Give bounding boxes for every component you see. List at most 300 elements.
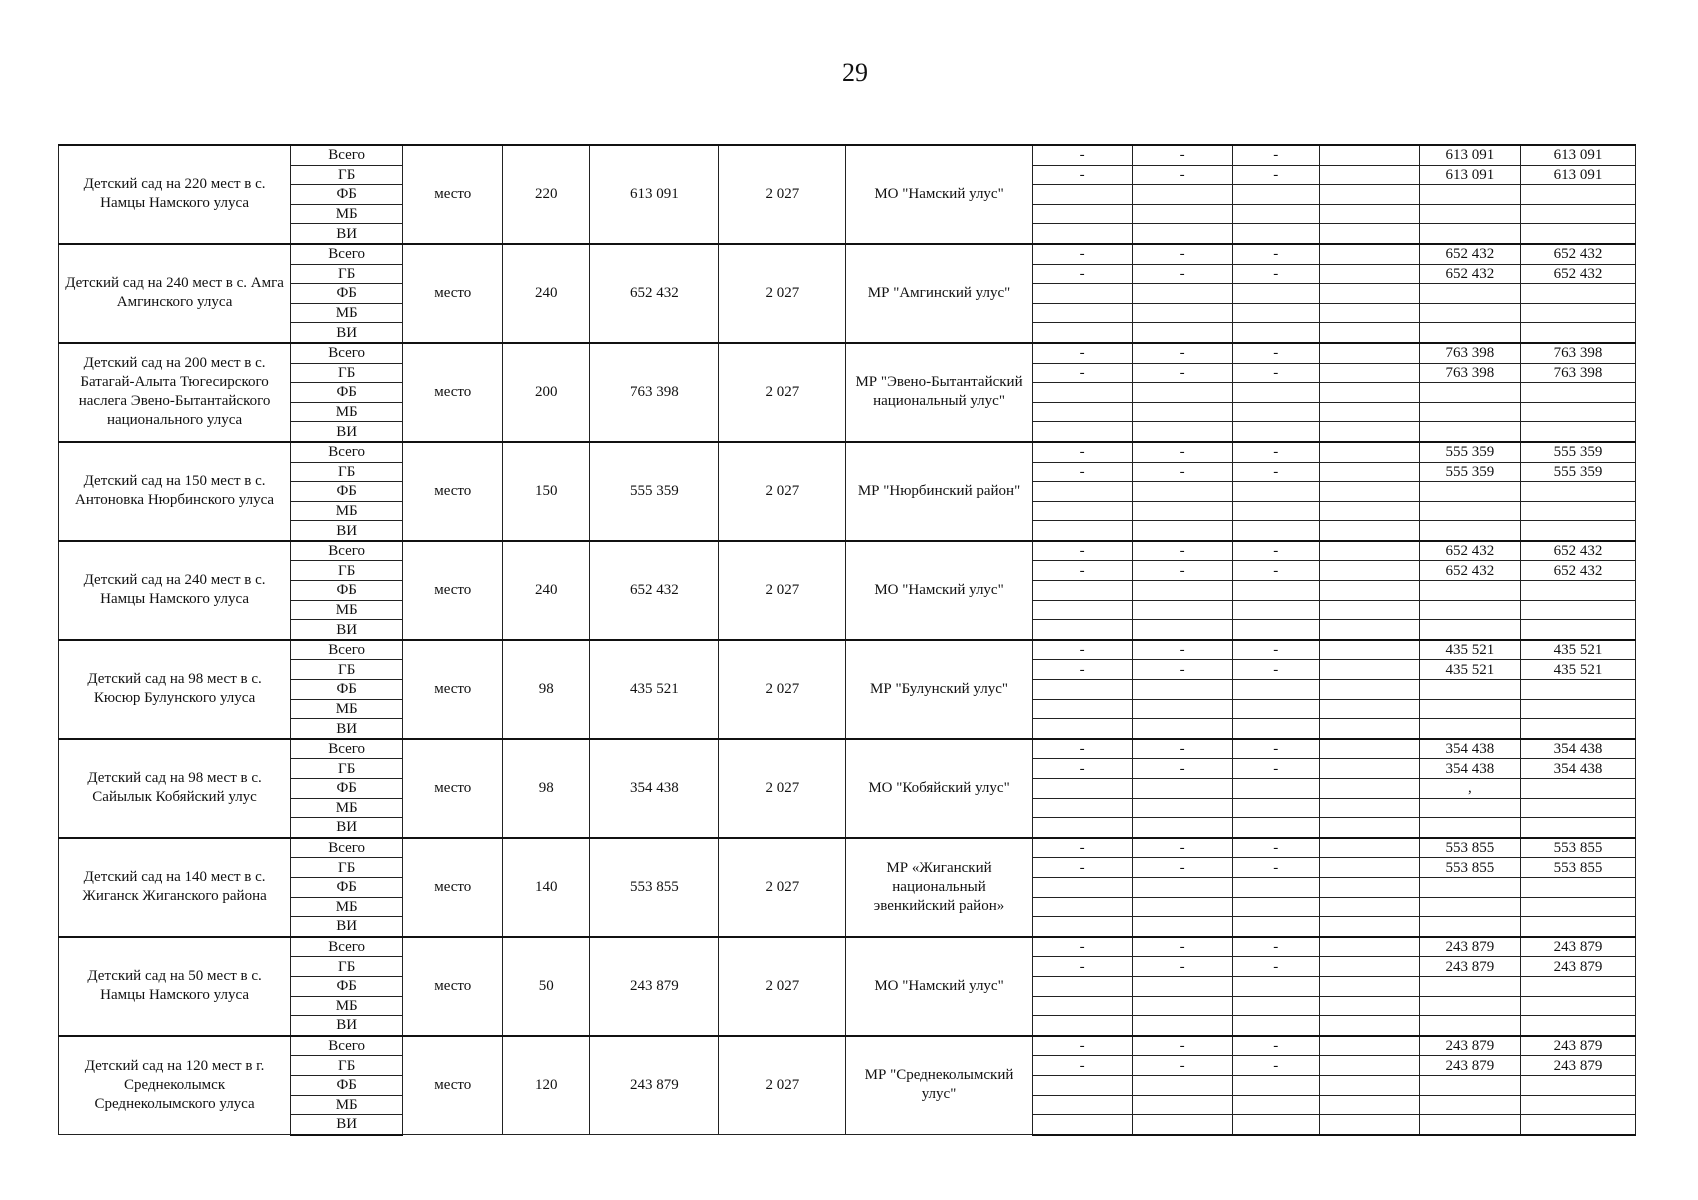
value-cell: - (1132, 165, 1232, 185)
value-cell (1319, 303, 1419, 323)
value-cell (1232, 521, 1319, 541)
value-cell (1032, 482, 1132, 502)
funding-source-cell: Всего (291, 739, 403, 759)
value-cell (1132, 501, 1232, 521)
value-cell: - (1132, 957, 1232, 977)
project-name-cell: Детский сад на 140 мест в с. Жиганск Жиганского района (59, 838, 291, 937)
value-cell (1132, 818, 1232, 838)
value-cell (1032, 501, 1132, 521)
value-cell (1520, 501, 1635, 521)
value-cell (1032, 699, 1132, 719)
value-cell (1319, 897, 1419, 917)
value-cell: 243 879 (1419, 957, 1520, 977)
cost-cell: 652 432 (590, 244, 719, 343)
value-cell (1132, 323, 1232, 343)
funding-source-cell: ФБ (291, 383, 403, 403)
table-row (59, 244, 1636, 264)
value-cell: - (1032, 244, 1132, 264)
capacity-cell: 200 (503, 343, 590, 442)
value-cell (1132, 798, 1232, 818)
value-cell (1319, 402, 1419, 422)
value-cell (1132, 680, 1232, 700)
value-cell: - (1132, 739, 1232, 759)
value-cell: 763 398 (1419, 343, 1520, 363)
value-cell (1520, 620, 1635, 640)
value-cell: - (1232, 343, 1319, 363)
funding-source-cell: ГБ (291, 561, 403, 581)
value-cell: 652 432 (1520, 541, 1635, 561)
value-cell (1319, 363, 1419, 383)
funding-source-cell: МБ (291, 897, 403, 917)
value-cell: - (1132, 660, 1232, 680)
project-name-cell: Детский сад на 200 мест в с. Батагай-Алыта Тюгесирского наслега Эвено-Бытантайского национального улуса (59, 343, 291, 442)
funding-source-cell: МБ (291, 303, 403, 323)
value-cell: 613 091 (1419, 165, 1520, 185)
value-cell (1319, 284, 1419, 304)
funding-source-cell: ФБ (291, 877, 403, 897)
funding-source-cell: ВИ (291, 1115, 403, 1135)
value-cell: 243 879 (1419, 1036, 1520, 1056)
funding-source-cell: МБ (291, 699, 403, 719)
table-row (59, 541, 1636, 561)
value-cell: - (1032, 858, 1132, 878)
value-cell: 435 521 (1419, 660, 1520, 680)
value-cell (1232, 996, 1319, 1016)
value-cell (1232, 323, 1319, 343)
value-cell: - (1132, 561, 1232, 581)
value-cell: 435 521 (1419, 640, 1520, 660)
value-cell: - (1232, 145, 1319, 165)
capacity-cell: 240 (503, 541, 590, 640)
value-cell (1132, 620, 1232, 640)
value-cell (1319, 1095, 1419, 1115)
value-cell: - (1232, 858, 1319, 878)
funding-source-cell: МБ (291, 1095, 403, 1115)
funding-source-cell: Всего (291, 838, 403, 858)
value-cell (1232, 719, 1319, 739)
funding-source-cell: ВИ (291, 818, 403, 838)
unit-cell: место (403, 640, 503, 739)
value-cell: 243 879 (1520, 937, 1635, 957)
value-cell (1319, 1075, 1419, 1095)
organization-cell: МО "Намский улус" (846, 145, 1032, 244)
project-name-cell: Детский сад на 50 мест в с. Намцы Намского улуса (59, 937, 291, 1036)
value-cell: - (1032, 541, 1132, 561)
value-cell (1232, 600, 1319, 620)
value-cell (1232, 482, 1319, 502)
value-cell: 555 359 (1520, 462, 1635, 482)
value-cell (1520, 1075, 1635, 1095)
value-cell (1132, 581, 1232, 601)
value-cell: - (1232, 660, 1319, 680)
value-cell (1520, 719, 1635, 739)
value-cell (1419, 1016, 1520, 1036)
value-cell: - (1232, 838, 1319, 858)
value-cell: - (1132, 462, 1232, 482)
capacity-cell: 140 (503, 838, 590, 937)
unit-cell: место (403, 541, 503, 640)
value-cell (1520, 323, 1635, 343)
value-cell (1319, 739, 1419, 759)
value-cell (1319, 917, 1419, 937)
value-cell (1132, 996, 1232, 1016)
value-cell: - (1032, 1036, 1132, 1056)
table-row (59, 937, 1636, 957)
value-cell (1319, 383, 1419, 403)
funding-source-cell: ГБ (291, 1056, 403, 1076)
investment-projects-table (58, 144, 1636, 1136)
value-cell (1520, 482, 1635, 502)
value-cell (1032, 798, 1132, 818)
value-cell: - (1132, 838, 1232, 858)
funding-source-cell: ВИ (291, 620, 403, 640)
value-cell (1232, 877, 1319, 897)
capacity-cell: 120 (503, 1036, 590, 1135)
unit-cell: место (403, 343, 503, 442)
value-cell (1232, 204, 1319, 224)
table-row (59, 640, 1636, 660)
value-cell: 243 879 (1419, 937, 1520, 957)
value-cell (1319, 581, 1419, 601)
funding-source-cell: Всего (291, 244, 403, 264)
funding-source-cell: Всего (291, 541, 403, 561)
value-cell (1032, 1115, 1132, 1135)
value-cell (1032, 1075, 1132, 1095)
value-cell (1032, 897, 1132, 917)
project-name-cell: Детский сад на 240 мест в с. Амга Амгинского улуса (59, 244, 291, 343)
value-cell (1419, 521, 1520, 541)
value-cell (1132, 224, 1232, 244)
value-cell: - (1132, 1056, 1232, 1076)
value-cell (1319, 482, 1419, 502)
organization-cell: МР "Амгинский улус" (846, 244, 1032, 343)
value-cell: 435 521 (1520, 640, 1635, 660)
value-cell: - (1032, 957, 1132, 977)
organization-cell: МО "Намский улус" (846, 937, 1032, 1036)
value-cell (1520, 917, 1635, 937)
value-cell (1032, 1095, 1132, 1115)
value-cell (1419, 620, 1520, 640)
year-cell: 2 027 (719, 640, 846, 739)
value-cell: 613 091 (1419, 145, 1520, 165)
unit-cell: место (403, 145, 503, 244)
value-cell (1419, 798, 1520, 818)
value-cell: 555 359 (1520, 442, 1635, 462)
value-cell: - (1232, 244, 1319, 264)
value-cell (1520, 185, 1635, 205)
value-cell (1232, 779, 1319, 799)
value-cell (1419, 581, 1520, 601)
value-cell (1419, 303, 1520, 323)
value-cell: 652 432 (1419, 264, 1520, 284)
value-cell (1319, 759, 1419, 779)
cost-cell: 553 855 (590, 838, 719, 937)
value-cell (1319, 719, 1419, 739)
value-cell (1419, 818, 1520, 838)
capacity-cell: 98 (503, 640, 590, 739)
value-cell: 354 438 (1520, 759, 1635, 779)
value-cell: 763 398 (1520, 343, 1635, 363)
value-cell (1419, 600, 1520, 620)
organization-cell: МР "Эвено-Бытантайский национальный улус" (846, 343, 1032, 442)
value-cell: 243 879 (1419, 1056, 1520, 1076)
value-cell: - (1032, 561, 1132, 581)
table-row (59, 343, 1636, 363)
value-cell (1132, 1016, 1232, 1036)
value-cell (1032, 581, 1132, 601)
value-cell (1232, 620, 1319, 640)
value-cell (1419, 402, 1520, 422)
value-cell: - (1132, 145, 1232, 165)
value-cell (1419, 224, 1520, 244)
value-cell (1132, 284, 1232, 304)
value-cell (1232, 976, 1319, 996)
value-cell (1232, 185, 1319, 205)
value-cell: - (1032, 739, 1132, 759)
value-cell (1032, 402, 1132, 422)
value-cell: - (1132, 937, 1232, 957)
funding-source-cell: Всего (291, 343, 403, 363)
value-cell (1520, 303, 1635, 323)
value-cell (1319, 996, 1419, 1016)
value-cell (1232, 501, 1319, 521)
value-cell: - (1232, 561, 1319, 581)
value-cell (1132, 521, 1232, 541)
value-cell: - (1132, 1036, 1232, 1056)
value-cell (1319, 561, 1419, 581)
value-cell (1132, 185, 1232, 205)
funding-source-cell: ФБ (291, 976, 403, 996)
value-cell (1419, 1075, 1520, 1095)
value-cell: - (1232, 1036, 1319, 1056)
value-cell: 613 091 (1520, 165, 1635, 185)
funding-source-cell: ФБ (291, 284, 403, 304)
value-cell: - (1232, 1056, 1319, 1076)
value-cell (1032, 383, 1132, 403)
value-cell: - (1232, 640, 1319, 660)
value-cell (1232, 224, 1319, 244)
value-cell (1419, 1115, 1520, 1135)
funding-source-cell: ВИ (291, 422, 403, 442)
value-cell (1319, 798, 1419, 818)
value-cell (1520, 680, 1635, 700)
funding-source-cell: МБ (291, 996, 403, 1016)
year-cell: 2 027 (719, 145, 846, 244)
value-cell (1419, 976, 1520, 996)
value-cell (1032, 303, 1132, 323)
value-cell (1132, 303, 1232, 323)
value-cell: - (1132, 759, 1232, 779)
value-cell (1032, 680, 1132, 700)
value-cell (1319, 877, 1419, 897)
funding-source-cell: ГБ (291, 264, 403, 284)
value-cell (1132, 204, 1232, 224)
value-cell: 243 879 (1520, 1056, 1635, 1076)
value-cell (1319, 699, 1419, 719)
value-cell: - (1132, 640, 1232, 660)
value-cell (1032, 1016, 1132, 1036)
unit-cell: место (403, 244, 503, 343)
value-cell (1232, 422, 1319, 442)
value-cell (1132, 422, 1232, 442)
funding-source-cell: ГБ (291, 165, 403, 185)
value-cell (1319, 422, 1419, 442)
year-cell: 2 027 (719, 838, 846, 937)
value-cell (1419, 422, 1520, 442)
value-cell (1132, 1075, 1232, 1095)
value-cell (1520, 996, 1635, 1016)
value-cell: - (1232, 363, 1319, 383)
value-cell (1032, 976, 1132, 996)
organization-cell: МР «Жиганский национальный эвенкийский район» (846, 838, 1032, 937)
value-cell (1319, 165, 1419, 185)
value-cell (1319, 264, 1419, 284)
value-cell (1419, 482, 1520, 502)
value-cell: 243 879 (1520, 1036, 1635, 1056)
value-cell: - (1232, 462, 1319, 482)
value-cell (1419, 1095, 1520, 1115)
cost-cell: 613 091 (590, 145, 719, 244)
value-cell (1520, 699, 1635, 719)
value-cell: - (1032, 145, 1132, 165)
value-cell: - (1032, 442, 1132, 462)
capacity-cell: 50 (503, 937, 590, 1036)
value-cell: - (1132, 442, 1232, 462)
value-cell: - (1232, 264, 1319, 284)
project-name-cell: Детский сад на 240 мест в с. Намцы Намского улуса (59, 541, 291, 640)
value-cell (1520, 521, 1635, 541)
funding-source-cell: ФБ (291, 1075, 403, 1095)
value-cell: - (1232, 165, 1319, 185)
value-cell (1232, 699, 1319, 719)
value-cell (1132, 1115, 1232, 1135)
value-cell (1232, 1095, 1319, 1115)
value-cell (1319, 323, 1419, 343)
value-cell (1319, 1016, 1419, 1036)
cost-cell: 763 398 (590, 343, 719, 442)
funding-source-cell: МБ (291, 600, 403, 620)
value-cell (1319, 660, 1419, 680)
value-cell (1520, 1115, 1635, 1135)
value-cell (1032, 600, 1132, 620)
funding-source-cell: ВИ (291, 917, 403, 937)
value-cell (1319, 1115, 1419, 1135)
value-cell: - (1232, 541, 1319, 561)
value-cell: - (1032, 838, 1132, 858)
value-cell (1520, 284, 1635, 304)
value-cell: 763 398 (1419, 363, 1520, 383)
project-name-cell: Детский сад на 120 мест в г. Среднеколымск Среднеколымского улуса (59, 1036, 291, 1135)
value-cell: 435 521 (1520, 660, 1635, 680)
value-cell: - (1032, 264, 1132, 284)
value-cell (1032, 224, 1132, 244)
value-cell (1132, 917, 1232, 937)
value-cell (1319, 1036, 1419, 1056)
value-cell (1520, 798, 1635, 818)
value-cell: - (1132, 264, 1232, 284)
value-cell: 652 432 (1520, 244, 1635, 264)
value-cell (1520, 976, 1635, 996)
value-cell: 553 855 (1419, 838, 1520, 858)
value-cell: 555 359 (1419, 462, 1520, 482)
value-cell (1319, 779, 1419, 799)
value-cell (1319, 976, 1419, 996)
funding-source-cell: ФБ (291, 185, 403, 205)
funding-source-cell: Всего (291, 1036, 403, 1056)
organization-cell: МО "Намский улус" (846, 541, 1032, 640)
value-cell (1232, 284, 1319, 304)
funding-source-cell: Всего (291, 145, 403, 165)
value-cell: - (1132, 363, 1232, 383)
value-cell: 243 879 (1520, 957, 1635, 977)
value-cell (1032, 818, 1132, 838)
value-cell (1419, 719, 1520, 739)
value-cell (1232, 917, 1319, 937)
value-cell (1232, 818, 1319, 838)
value-cell (1132, 779, 1232, 799)
value-cell: 354 438 (1419, 759, 1520, 779)
value-cell (1232, 1016, 1319, 1036)
value-cell: 652 432 (1419, 541, 1520, 561)
funding-source-cell: МБ (291, 402, 403, 422)
year-cell: 2 027 (719, 739, 846, 838)
value-cell: - (1032, 343, 1132, 363)
value-cell (1032, 204, 1132, 224)
value-cell (1520, 204, 1635, 224)
value-cell: 354 438 (1520, 739, 1635, 759)
project-name-cell: Детский сад на 98 мест в с. Сайылык Кобяйский улус (59, 739, 291, 838)
value-cell (1319, 244, 1419, 264)
cost-cell: 243 879 (590, 1036, 719, 1135)
funding-source-cell: ФБ (291, 680, 403, 700)
funding-source-cell: ФБ (291, 779, 403, 799)
value-cell (1032, 422, 1132, 442)
value-cell (1319, 957, 1419, 977)
value-cell (1132, 976, 1232, 996)
value-cell (1132, 719, 1232, 739)
funding-source-cell: ГБ (291, 759, 403, 779)
funding-source-cell: ГБ (291, 957, 403, 977)
value-cell (1319, 838, 1419, 858)
value-cell (1232, 303, 1319, 323)
funding-source-cell: ФБ (291, 482, 403, 502)
value-cell (1520, 383, 1635, 403)
value-cell (1232, 1075, 1319, 1095)
funding-source-cell: МБ (291, 204, 403, 224)
value-cell (1520, 1095, 1635, 1115)
value-cell: , (1419, 779, 1520, 799)
value-cell (1419, 897, 1520, 917)
capacity-cell: 220 (503, 145, 590, 244)
value-cell: - (1032, 759, 1132, 779)
year-cell: 2 027 (719, 442, 846, 541)
table-row (59, 838, 1636, 858)
value-cell (1419, 204, 1520, 224)
value-cell (1032, 284, 1132, 304)
value-cell (1032, 877, 1132, 897)
value-cell (1419, 284, 1520, 304)
cost-cell: 435 521 (590, 640, 719, 739)
funding-source-cell: ВИ (291, 224, 403, 244)
value-cell (1232, 1115, 1319, 1135)
value-cell (1419, 383, 1520, 403)
value-cell: - (1032, 363, 1132, 383)
value-cell (1319, 640, 1419, 660)
funding-source-cell: ГБ (291, 660, 403, 680)
value-cell (1520, 779, 1635, 799)
year-cell: 2 027 (719, 244, 846, 343)
value-cell: 763 398 (1520, 363, 1635, 383)
